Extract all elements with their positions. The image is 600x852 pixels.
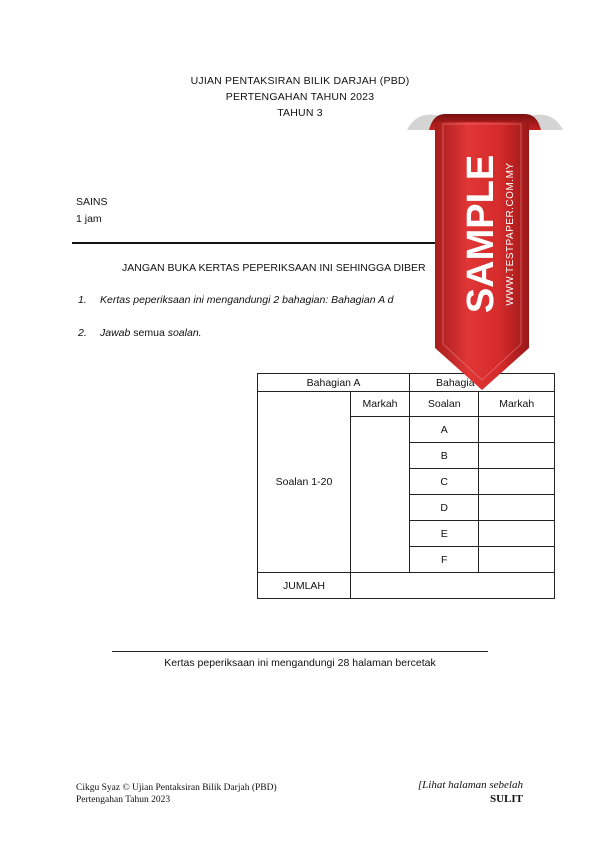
sample-site-text: WWW.TESTPAPER.COM.MY [505, 162, 516, 306]
page-count-note: Kertas peperiksaan ini mengandungi 28 halaman bercetak [164, 657, 436, 669]
instruction-number: 2. [78, 327, 87, 339]
header-markah-b: Markah [479, 392, 555, 417]
instruction-text-soalan: soalan. [167, 327, 202, 339]
sulit-label: SULIT [489, 793, 523, 805]
part-label: F [410, 547, 479, 573]
header-markah-a: Markah [351, 392, 410, 417]
part-label: D [410, 495, 479, 521]
jumlah-value-cell [351, 573, 555, 599]
markah-a-cell [351, 417, 410, 573]
header-soalan: Soalan [410, 392, 479, 417]
sample-ribbon-watermark [405, 108, 565, 398]
part-label: E [410, 521, 479, 547]
instruction-text: Kertas peperiksaan ini mengandungi 2 bahagian: Bahagian A d [100, 294, 394, 306]
divider-thin [112, 651, 488, 652]
footer-right [418, 778, 523, 806]
exam-year-level: TAHUN 3 [277, 107, 323, 119]
sample-text: SAMPLE [460, 154, 502, 314]
part-mark-cell [479, 521, 555, 547]
next-page-note: [Lihat halaman sebelah [417, 779, 523, 791]
subject-block [76, 194, 108, 228]
instruction-1 [78, 294, 393, 306]
warning-notice: JANGAN BUKA KERTAS PEPERIKSAAN INI SEHINGGA DIBER [122, 262, 426, 274]
instruction-number: 1. [78, 294, 87, 306]
subject-duration: 1 jam [76, 213, 102, 225]
subject-name: SAINS [76, 196, 108, 208]
marks-table [257, 373, 555, 599]
part-label: B [410, 443, 479, 469]
part-mark-cell [479, 469, 555, 495]
exam-session: PERTENGAHAN TAHUN 2023 [225, 91, 375, 103]
part-label: A [410, 417, 479, 443]
exam-title: UJIAN PENTAKSIRAN BILIK DARJAH (PBD) [190, 75, 410, 87]
soalan-range-cell: Soalan 1-20 [258, 392, 351, 573]
header-bahagian-a: Bahagian A [258, 374, 410, 392]
part-mark-cell [479, 495, 555, 521]
part-label: C [410, 469, 479, 495]
instruction-2 [78, 327, 202, 339]
jumlah-label: JUMLAH [258, 573, 351, 599]
footer-session: Pertengahan Tahun 2023 [76, 795, 171, 805]
part-mark-cell [479, 547, 555, 573]
header-bahagian-b: Bahagia [410, 374, 555, 392]
instruction-text-semua: semua [130, 327, 168, 339]
instruction-text-jawab: Jawab [100, 327, 131, 339]
footer-copyright: Cikgu Syaz © Ujian Pentaksiran Bilik Darjah (PBD) [76, 783, 277, 793]
footer-left [76, 782, 277, 806]
part-mark-cell [479, 417, 555, 443]
part-mark-cell [479, 443, 555, 469]
